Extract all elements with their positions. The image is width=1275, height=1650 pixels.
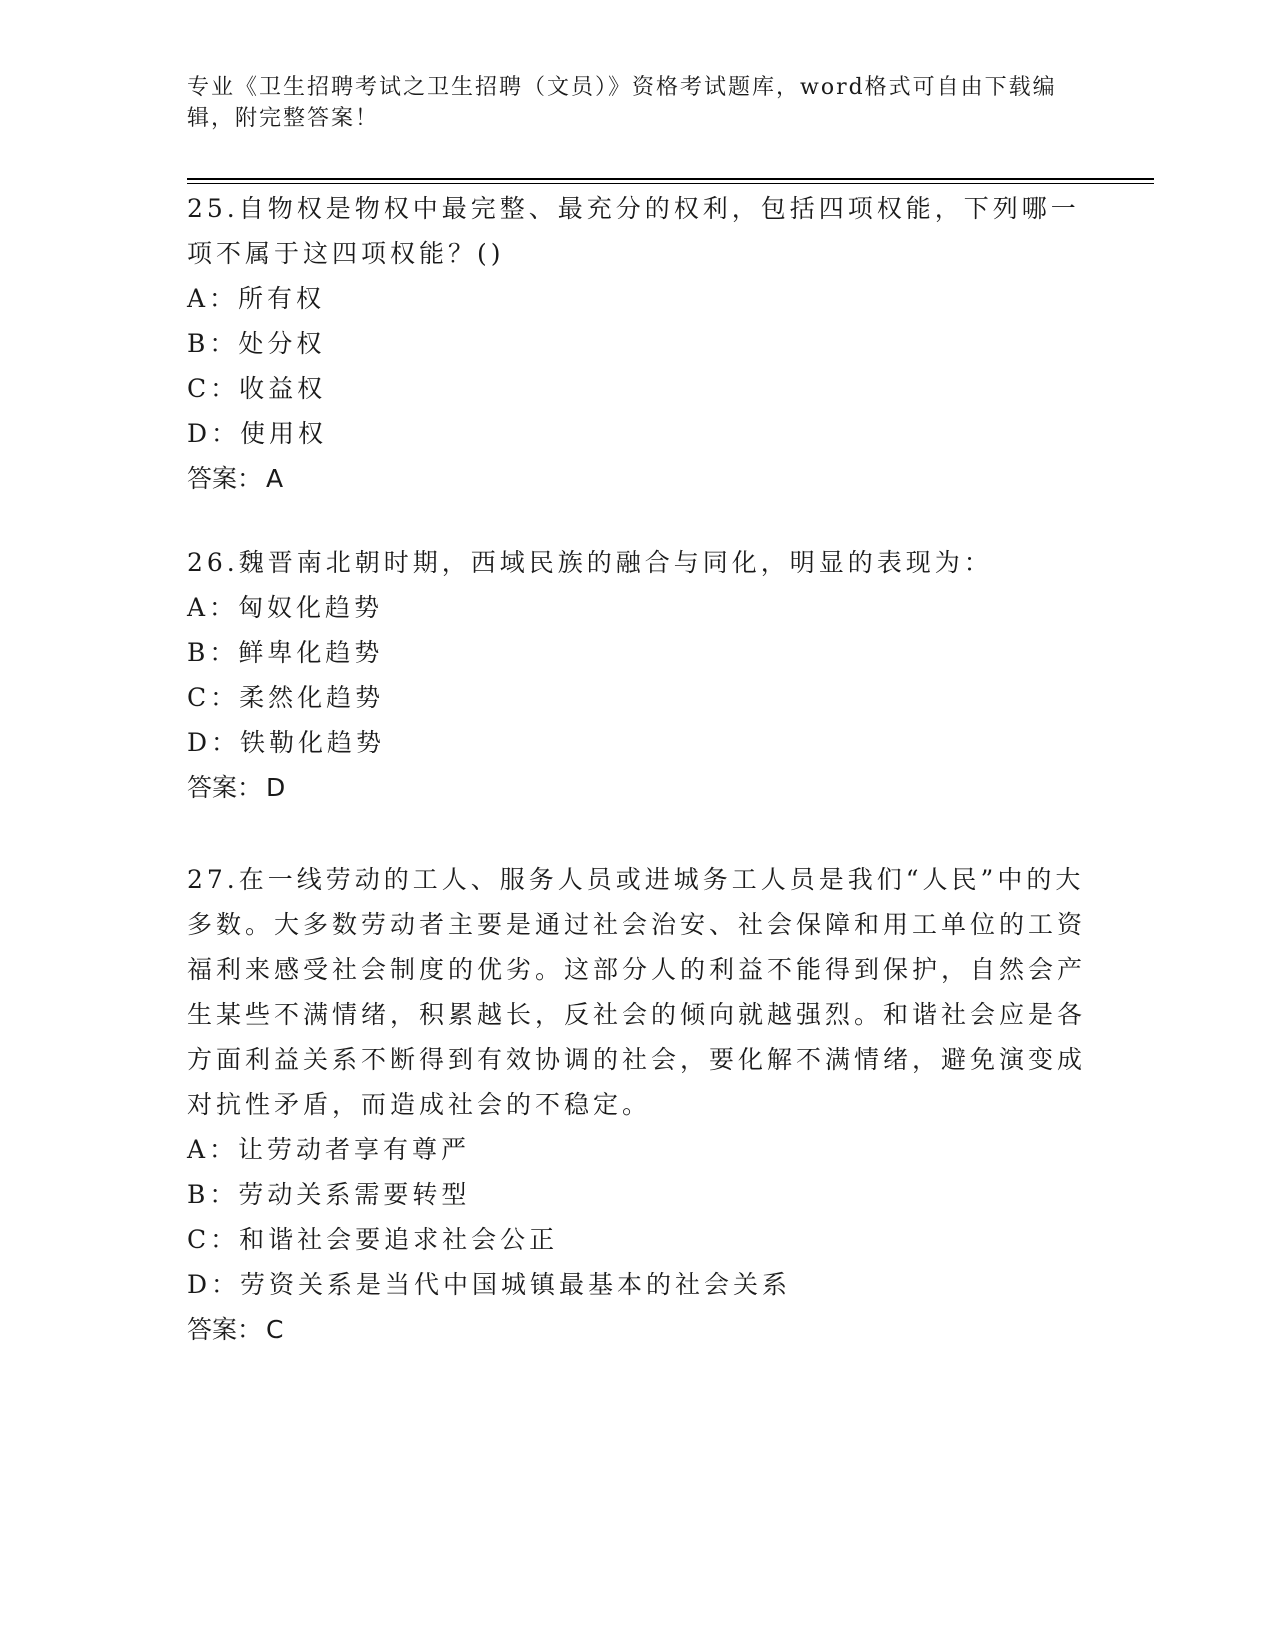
answer-value: A — [266, 464, 284, 493]
question-27 — [187, 857, 1087, 1352]
header-rule-thick — [187, 178, 1154, 180]
option-b: B：劳动关系需要转型 — [187, 1180, 471, 1209]
answer-label: 答案： — [187, 464, 263, 493]
option-d: D：铁勒化趋势 — [187, 728, 386, 757]
answer-line — [187, 1307, 1087, 1352]
answer-line — [187, 456, 1087, 501]
option-c: C：和谐社会要追求社会公正 — [187, 1225, 559, 1254]
question-stem: 25.自物权是物权中最完整、最充分的权利，包括四项权能，下列哪一项不属于这四项权能？() — [187, 194, 1080, 268]
answer-label: 答案： — [187, 773, 263, 802]
option-c: C：收益权 — [187, 374, 327, 403]
header-rule-thin — [187, 183, 1154, 184]
answer-value: D — [266, 773, 286, 802]
option-d: D：使用权 — [187, 419, 328, 448]
option-d: D：劳资关系是当代中国城镇最基本的社会关系 — [187, 1270, 792, 1299]
option-c: C：柔然化趋势 — [187, 683, 385, 712]
answer-label: 答案： — [187, 1315, 263, 1344]
document-header: 专业《卫生招聘考试之卫生招聘（文员）》资格考试题库，word格式可自由下载编辑，附完整答案！ — [187, 75, 1057, 131]
option-a: A：匈奴化趋势 — [187, 593, 384, 622]
option-b: B：鲜卑化趋势 — [187, 638, 384, 667]
option-b: B：处分权 — [187, 329, 326, 358]
answer-value: C — [266, 1315, 284, 1344]
question-stem: 26.魏晋南北朝时期，西域民族的融合与同化，明显的表现为： — [187, 548, 993, 577]
question-26 — [187, 540, 1087, 810]
question-25 — [187, 186, 1087, 501]
question-stem: 27.在一线劳动的工人、服务人员或进城务工人员是我们“人民”中的大多数。大多数劳动者主要是通过社会治安、社会保障和用工单位的工资福利来感受社会制度的优劣。这部分人的利益不能得到保护，自然会产生某些不满情绪，积累越长，反社会的倾向就越强烈。和谐社会应是各方面利益关系不断得到有效协调的社会，要化解不满情绪，避免演变成对抗性矛盾，而造成社会的不稳定。 — [187, 865, 1087, 1119]
option-a: A：让劳动者享有尊严 — [187, 1135, 471, 1164]
answer-line — [187, 765, 1087, 810]
option-a: A：所有权 — [187, 284, 326, 313]
